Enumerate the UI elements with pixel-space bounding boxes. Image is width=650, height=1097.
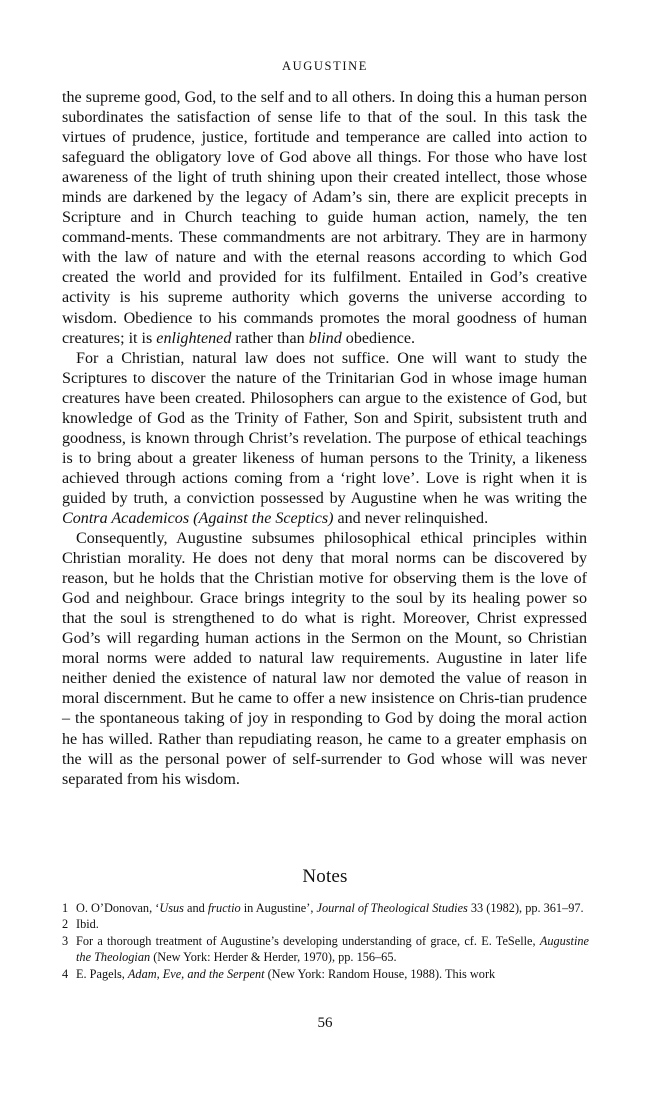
text-run: and bbox=[183, 901, 208, 915]
paragraph-3 bbox=[62, 529, 587, 790]
paragraph-1 bbox=[62, 88, 587, 349]
running-head: AUGUSTINE bbox=[282, 59, 368, 73]
italic-run: enlightened bbox=[156, 329, 232, 347]
italic-run: Adam, Eve, and the Serpent bbox=[127, 966, 265, 981]
paragraph-2 bbox=[62, 349, 587, 529]
italic-run: blind bbox=[308, 329, 342, 347]
note-number: 1 bbox=[62, 901, 69, 915]
text-run: Consequently, Augustine subsumes philosophical ethical principles within Christian morality. He does not deny that moral norms can be discovered by reason, but he holds that the Christian motive for observing them is the love of God and neighbour. Grace brings integrity to the soul by its healing power so that the soul is strengthened to do what is right. Moreover, Christ expressed God’s will regarding human actions in the Sermon on the Mount, so Christian moral norms were added to natural law requirements. Augustine in later life neither denied the existence of natural law nor demoted the value of reason in moral discernment. But he came to offer a new insistence on Chris-tian prudence – the spontaneous taking of joy in responding to God by doing the moral action he has willed. Rather than repudiating reason, he came to a greater emphasis on the will as the personal power of self-surrender to God whose will was never separated from his wisdom. bbox=[62, 530, 587, 788]
text-run: the supreme good, God, to the self and to all others. In doing this a human person subordinates the satisfaction of sense life to that of the soul. In this task the virtues of prudence, justice, fortitude and temperance are called into action to safeguard the obligatory love of God above all things. For those who have lost awareness of the light of truth shining upon their created intellect, those whose minds are darkened by the legacy of Adam’s sin, there are explicit precepts in Scripture and in Church teaching to guide human action, namely, the ten command-ments. These commandments are not arbitrary. They are in harmony with the law of nature and with the eternal reasons according to which God created the world and provided for its fulfilment. Entailed in God’s creative activity is his supreme authority which governs the universe according to wisdom. Obedience to his commands promotes the moral goodness of human creatures; it is bbox=[62, 89, 587, 347]
notes-list bbox=[62, 900, 589, 982]
page-number: 56 bbox=[317, 1015, 333, 1031]
text-run: 33 (1982), pp. 361–97. bbox=[467, 901, 584, 915]
italic-run: Contra Academicos (Against the Sceptics) bbox=[62, 509, 334, 527]
italic-run: Journal of Theological Studies bbox=[316, 901, 468, 915]
text-run: (New York: Random House, 1988). This work bbox=[264, 966, 496, 981]
italic-run: Usus bbox=[159, 901, 184, 915]
text-run: For a thorough treatment of Augustine’s developing understanding of grace, cf. E. TeSelle, bbox=[76, 933, 540, 948]
text-run: O. O’Donovan, ‘ bbox=[76, 901, 160, 915]
notes-heading: Notes bbox=[302, 866, 348, 887]
note-number: 3 bbox=[62, 933, 69, 948]
text-run: in Augustine’, bbox=[240, 901, 317, 915]
note-4 bbox=[62, 966, 589, 982]
note-2 bbox=[62, 916, 589, 932]
note-3 bbox=[62, 933, 589, 966]
text-run: For a Christian, natural law does not suffice. One will want to study the Scriptures to discover the nature of the Trinitarian God in whose image human creatures have been created. Philosophers can argue to the existence of God, but knowledge of God as the Trinity of Father, Son and Spirit, subsistent truth and goodness, is known through Christ’s revelation. The purpose of ethical teachings is to bring about a greater likeness of human persons to the Trinity, a likeness achieved through actions coming from a ‘right love’. Love is right when it is guided by truth, a conviction possessed by Augustine when he was writing the bbox=[62, 349, 587, 507]
text-run: E. Pagels, bbox=[76, 966, 128, 981]
italic-run: fructio bbox=[207, 901, 241, 915]
italic-run: Augustine the Theologian bbox=[76, 933, 589, 965]
note-1 bbox=[62, 900, 589, 916]
note-number: 4 bbox=[62, 966, 69, 981]
text-run: Ibid. bbox=[76, 917, 99, 932]
text-run: obedience. bbox=[341, 329, 416, 347]
text-run: rather than bbox=[231, 329, 309, 347]
text-run: and never relinquished. bbox=[333, 509, 489, 527]
text-run: (New York: Herder & Herder, 1970), pp. 156–65. bbox=[150, 950, 397, 965]
note-number: 2 bbox=[62, 917, 69, 932]
body-text bbox=[62, 88, 587, 790]
